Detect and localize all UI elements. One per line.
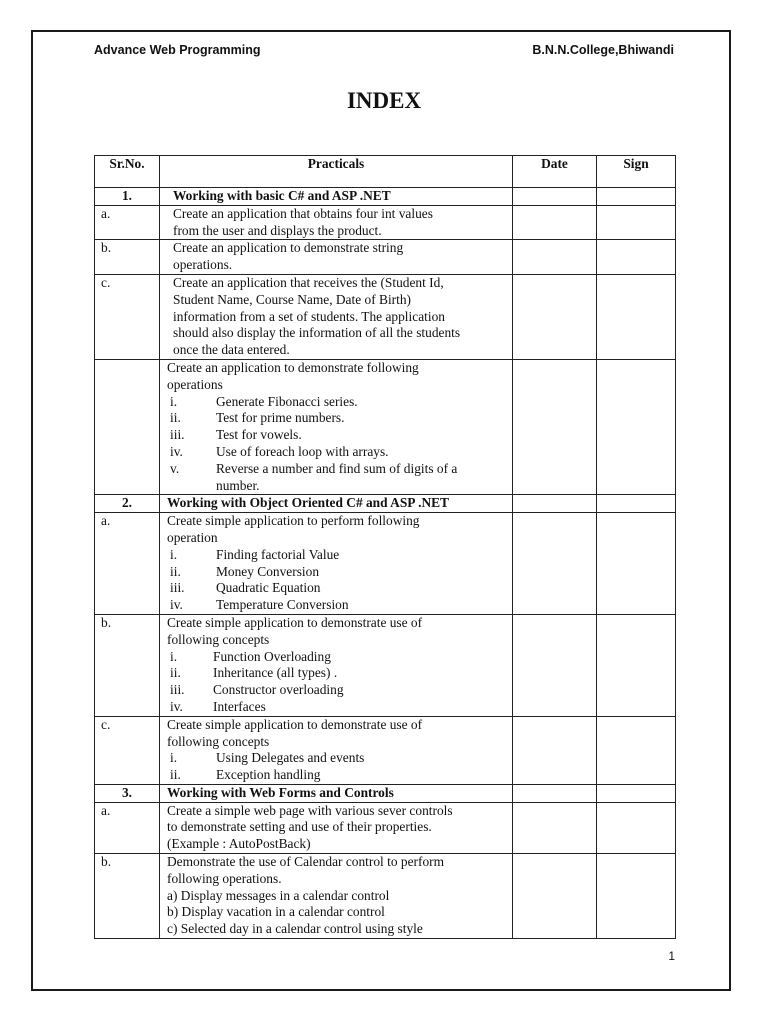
date-cell [513,614,597,716]
sub-item: i. Finding factorial Value [170,546,340,562]
sign-cell [597,513,676,615]
practical-line: should also display the information of all the students [173,325,461,341]
section-number: 2. [95,495,160,513]
practical-line: Create simple application to perform following [167,513,420,529]
sr-cell: c. [95,716,160,784]
date-cell [513,784,597,802]
practical-line: operation [167,529,218,545]
column-header-practicals: Practicals [160,156,513,188]
table-row [95,854,676,939]
date-cell [513,854,597,939]
practical-line: following operations. [167,870,282,886]
sign-cell [597,495,676,513]
practical-cell [160,359,513,494]
section-title: Working with Object Oriented C# and ASP .NET [160,495,513,513]
section-row [95,784,676,802]
practical-cell [160,274,513,359]
sign-cell [597,240,676,275]
section-number: 1. [95,188,160,206]
sign-cell [597,188,676,206]
sub-item: iv. Temperature Conversion [170,597,349,613]
table-row [95,802,676,853]
practical-line: once the data entered. [173,342,290,358]
sign-cell [597,614,676,716]
header-left: Advance Web Programming [94,43,261,57]
practical-line: Demonstrate the use of Calendar control to perform [167,854,445,870]
sub-item: iv. Interfaces [170,698,266,714]
sr-cell: a. [95,205,160,240]
practical-line: Create an application that receives the (Student Id, [173,274,444,290]
practical-line: Create a simple web page with various sever controls [167,802,453,818]
practical-line: a) Display messages in a calendar control [167,887,390,903]
section-number: 3. [95,784,160,802]
column-header-sign: Sign [597,156,676,188]
sign-cell [597,359,676,494]
practical-cell [160,614,513,716]
sign-cell [597,274,676,359]
table-row [95,716,676,784]
header-right: B.N.N.College,Bhiwandi [532,43,674,57]
page-number: 1 [668,949,675,963]
date-cell [513,240,597,275]
sign-cell [597,205,676,240]
practical-line: (Example : AutoPostBack) [167,836,311,852]
sub-item: v. Reverse a number and find sum of digits of a [170,460,458,476]
practical-line: Create an application that obtains four int values [173,205,433,221]
sr-cell: a. [95,513,160,615]
practical-line: b) Display vacation in a calendar control [167,904,385,920]
index-table [94,155,676,939]
sr-cell [95,359,160,494]
sub-item: ii. Money Conversion [170,563,320,579]
section-row [95,495,676,513]
practical-line: c) Selected day in a calendar control using style [167,921,423,937]
practical-line: operations [167,376,223,392]
table-row [95,513,676,615]
sub-item: i. Function Overloading [170,648,331,664]
practical-cell [160,802,513,853]
sub-item: ii. Inheritance (all types) . [170,665,338,681]
sign-cell [597,784,676,802]
date-cell [513,495,597,513]
section-row [95,188,676,206]
practical-line: operations. [173,257,233,273]
date-cell [513,188,597,206]
practical-line: from the user and displays the product. [173,222,382,238]
date-cell [513,716,597,784]
section-title: Working with Web Forms and Controls [160,784,513,802]
sr-cell: c. [95,274,160,359]
practical-cell [160,854,513,939]
sign-cell [597,854,676,939]
date-cell [513,802,597,853]
sign-cell [597,716,676,784]
sub-item: iii. Test for vowels. [170,427,302,443]
practical-line: to demonstrate setting and use of their properties. [167,819,432,835]
sub-item: i. Using Delegates and events [170,750,365,766]
date-cell [513,274,597,359]
sub-item: ii. Exception handling [170,767,321,783]
page-title: INDEX [346,88,422,113]
sub-item: ii. Test for prime numbers. [170,410,345,426]
table-row [95,240,676,275]
practical-cell [160,240,513,275]
table-row [95,614,676,716]
practical-line: information from a set of students. The application [173,308,445,324]
sr-cell: b. [95,614,160,716]
date-cell [513,359,597,494]
sr-cell: b. [95,854,160,939]
column-header-srno: Sr.No. [95,156,160,188]
sub-item: iii. Quadratic Equation [170,580,321,596]
sr-cell: b. [95,240,160,275]
table-row [95,205,676,240]
practical-line: Create simple application to demonstrate use of [167,614,423,630]
practical-line: following concepts [167,733,270,749]
practical-line: following concepts [167,631,270,647]
sr-cell: a. [95,802,160,853]
table-row [95,274,676,359]
practical-line: Student Name, Course Name, Date of Birth) [173,291,411,307]
practical-cell [160,205,513,240]
practical-cell [160,716,513,784]
practical-cell [160,513,513,615]
section-title: Working with basic C# and ASP .NET [160,188,513,206]
practical-line: Create an application to demonstrate following [167,359,419,375]
practical-line: Create simple application to demonstrate use of [167,716,423,732]
sub-item: iii. Constructor overloading [170,682,344,698]
table-row [95,359,676,494]
sub-item: iv. Use of foreach loop with arrays. [170,443,389,459]
date-cell [513,205,597,240]
date-cell [513,513,597,615]
sign-cell [597,802,676,853]
column-header-date: Date [513,156,597,188]
practical-line: Create an application to demonstrate string [173,240,404,256]
sub-item: i. Generate Fibonacci series. [170,393,358,409]
sub-item: number. [216,477,260,493]
table-header-row [95,156,676,188]
